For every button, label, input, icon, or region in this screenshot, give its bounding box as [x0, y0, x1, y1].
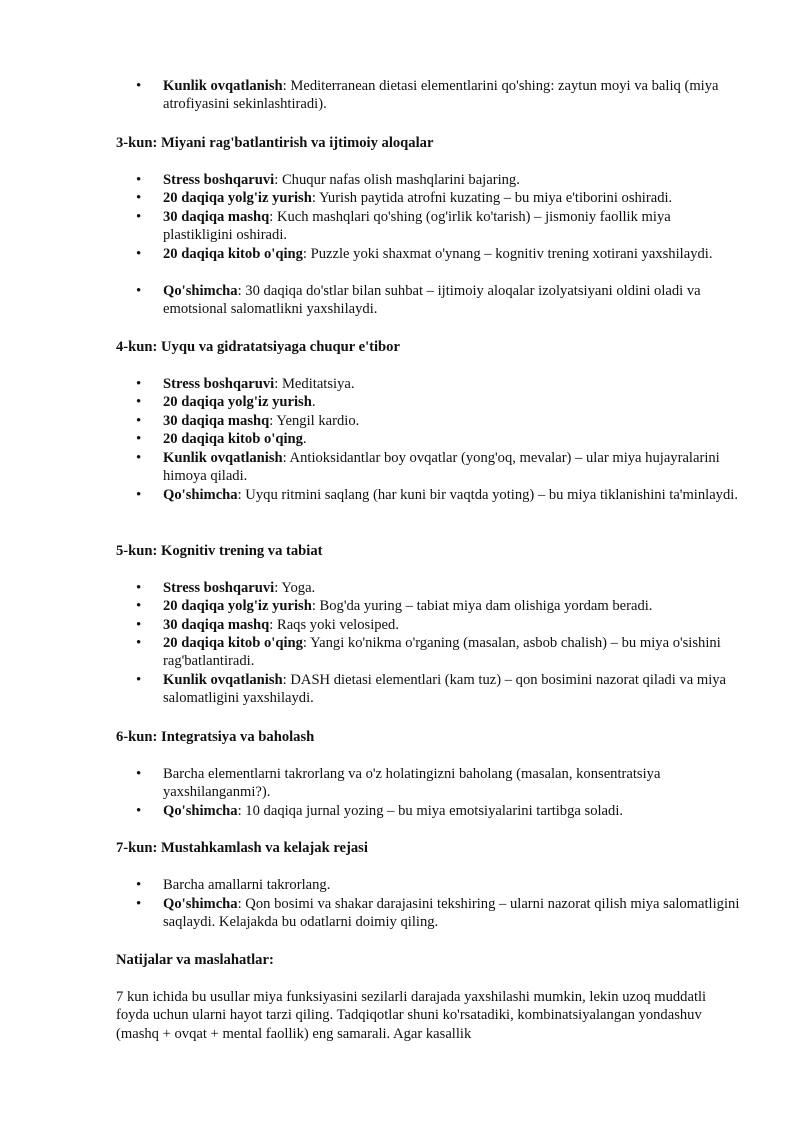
item-label: 20 daqiqa kitob o'qing — [163, 431, 303, 447]
item-label: Stress boshqaruvi — [163, 376, 275, 392]
list-item — [163, 449, 743, 486]
item-text: : Qon bosimi va shakar darajasini tekshiring – ularni nazorat qilish miya salomatligini saqlaydi. Kelajakda bu odatlarni doimiy qiling. — [163, 896, 740, 931]
item-text: : Bog'da yuring – tabiat miya dam olishiga yordam beradi. — [311, 598, 653, 614]
section-heading: 6-kun: Integratsiya va baholash — [116, 729, 315, 745]
list-item — [163, 430, 743, 448]
item-label: 20 daqiqa yolg'iz yurish — [163, 598, 312, 614]
item-text: Barcha amallarni takrorlang. — [163, 877, 331, 893]
list-item — [163, 876, 743, 894]
item-text: : Yangi ko'nikma o'rganing (masalan, asbob chalish) – bu miya o'sishini rag'batlantiradi. — [163, 635, 721, 670]
item-label: Qo'shimcha — [163, 283, 238, 299]
list-item — [163, 634, 743, 671]
item-text: : Uyqu ritmini saqlang (har kuni bir vaqtda yoting) – bu miya tiklanishini ta'minlaydi. — [237, 487, 738, 503]
item-label: Qo'shimcha — [163, 896, 238, 912]
item-text: : Chuqur nafas olish mashqlarini bajaring. — [274, 172, 520, 188]
item-label: Stress boshqaruvi — [163, 172, 275, 188]
item-text: : DASH dietasi elementlari (kam tuz) – qon bosimini nazorat qiladi va miya salomatligini yaxshilaydi. — [163, 672, 727, 707]
list-item — [163, 579, 743, 597]
list-item — [163, 765, 743, 802]
list-item — [163, 412, 743, 430]
item-text: : Raqs yoki velosiped. — [269, 617, 399, 633]
item-label: Qo'shimcha — [163, 803, 238, 819]
section-heading: 5-kun: Kognitiv trening va tabiat — [116, 543, 323, 559]
item-label: Qo'shimcha — [163, 487, 238, 503]
item-label: 20 daqiqa kitob o'qing — [163, 635, 303, 651]
list-item — [163, 671, 743, 708]
item-text: : Kuch mashqlari qo'shing (og'irlik ko'tarish) – jismoniy faollik miya plastikligini oshiradi. — [163, 209, 671, 244]
list-item — [163, 375, 743, 393]
item-label: 20 daqiqa kitob o'qing — [163, 246, 303, 262]
list-item — [163, 393, 743, 411]
item-text: : Mediterranean dietasi elementlarini qo'shing: zaytun moyi va baliq (miya atrofiyasini sekinlashtiradi). — [163, 78, 719, 113]
item-label: Kunlik ovqatlanish — [163, 672, 283, 688]
item-label: 20 daqiqa yolg'iz yurish — [163, 394, 312, 410]
item-label: 30 daqiqa mashq — [163, 617, 270, 633]
list-item — [163, 77, 743, 114]
list-item — [163, 597, 743, 615]
item-label: Stress boshqaruvi — [163, 580, 275, 596]
list-item — [163, 802, 743, 820]
list-item — [163, 208, 743, 245]
list-item — [163, 245, 743, 263]
item-text: : Yoga. — [274, 580, 316, 596]
item-text: Barcha elementlarni takrorlang va o'z holatingizni baholang (masalan, konsentratsiya yaxshilanganmi?). — [163, 766, 661, 801]
item-text: . — [302, 431, 307, 447]
item-label: Kunlik ovqatlanish — [163, 78, 283, 94]
section-heading: Natijalar va maslahatlar: — [116, 952, 274, 968]
item-text: : 10 daqiqa jurnal yozing – bu miya emotsiyalarini tartibga soladi. — [237, 803, 624, 819]
item-text: : Meditatsiya. — [274, 376, 355, 392]
list-item — [163, 616, 743, 634]
item-label: 30 daqiqa mashq — [163, 209, 270, 225]
section-heading: 7-kun: Mustahkamlash va kelajak rejasi — [116, 840, 368, 856]
list-item — [163, 189, 743, 207]
item-label: 20 daqiqa yolg'iz yurish — [163, 190, 312, 206]
item-text: : Puzzle yoki shaxmat o'ynang – kognitiv trening xotirani yaxshilaydi. — [302, 246, 713, 262]
item-text: : 30 daqiqa do'stlar bilan suhbat – ijtimoiy aloqalar izolyatsiyani oldini oladi va emotsional salomatlikni yaxshilaydi. — [163, 283, 701, 318]
list-item — [163, 895, 743, 932]
list-item — [163, 486, 743, 504]
item-text: . — [311, 394, 316, 410]
section-heading: 4-kun: Uyqu va gidratatsiyaga chuqur e'tibor — [116, 339, 400, 355]
item-text: : Yengil kardio. — [269, 413, 360, 429]
item-label: 30 daqiqa mashq — [163, 413, 270, 429]
list-item — [163, 282, 743, 319]
item-text: : Yurish paytida atrofni kuzating – bu miya e'tiborini oshiradi. — [311, 190, 673, 206]
item-label: Kunlik ovqatlanish — [163, 450, 283, 466]
body-paragraph: 7 kun ichida bu usullar miya funksiyasini sezilarli darajada yaxshilashi mumkin, lekin uzoq muddatli foyda uchun ularni hayot tarzi qiling. Tadqiqotlar shuni ko'rsatadiki, kombinatsiyalangan yondashuv (mashq + ovqat + mental faollik) eng samarali. Agar kasallik — [116, 989, 707, 1042]
list-item — [163, 171, 743, 189]
item-text: : Antioksidantlar boy ovqatlar (yong'oq, mevalar) – ular miya hujayralarini himoya qiladi. — [163, 450, 720, 485]
section-heading: 3-kun: Miyani rag'batlantirish va ijtimoiy aloqalar — [116, 135, 434, 151]
